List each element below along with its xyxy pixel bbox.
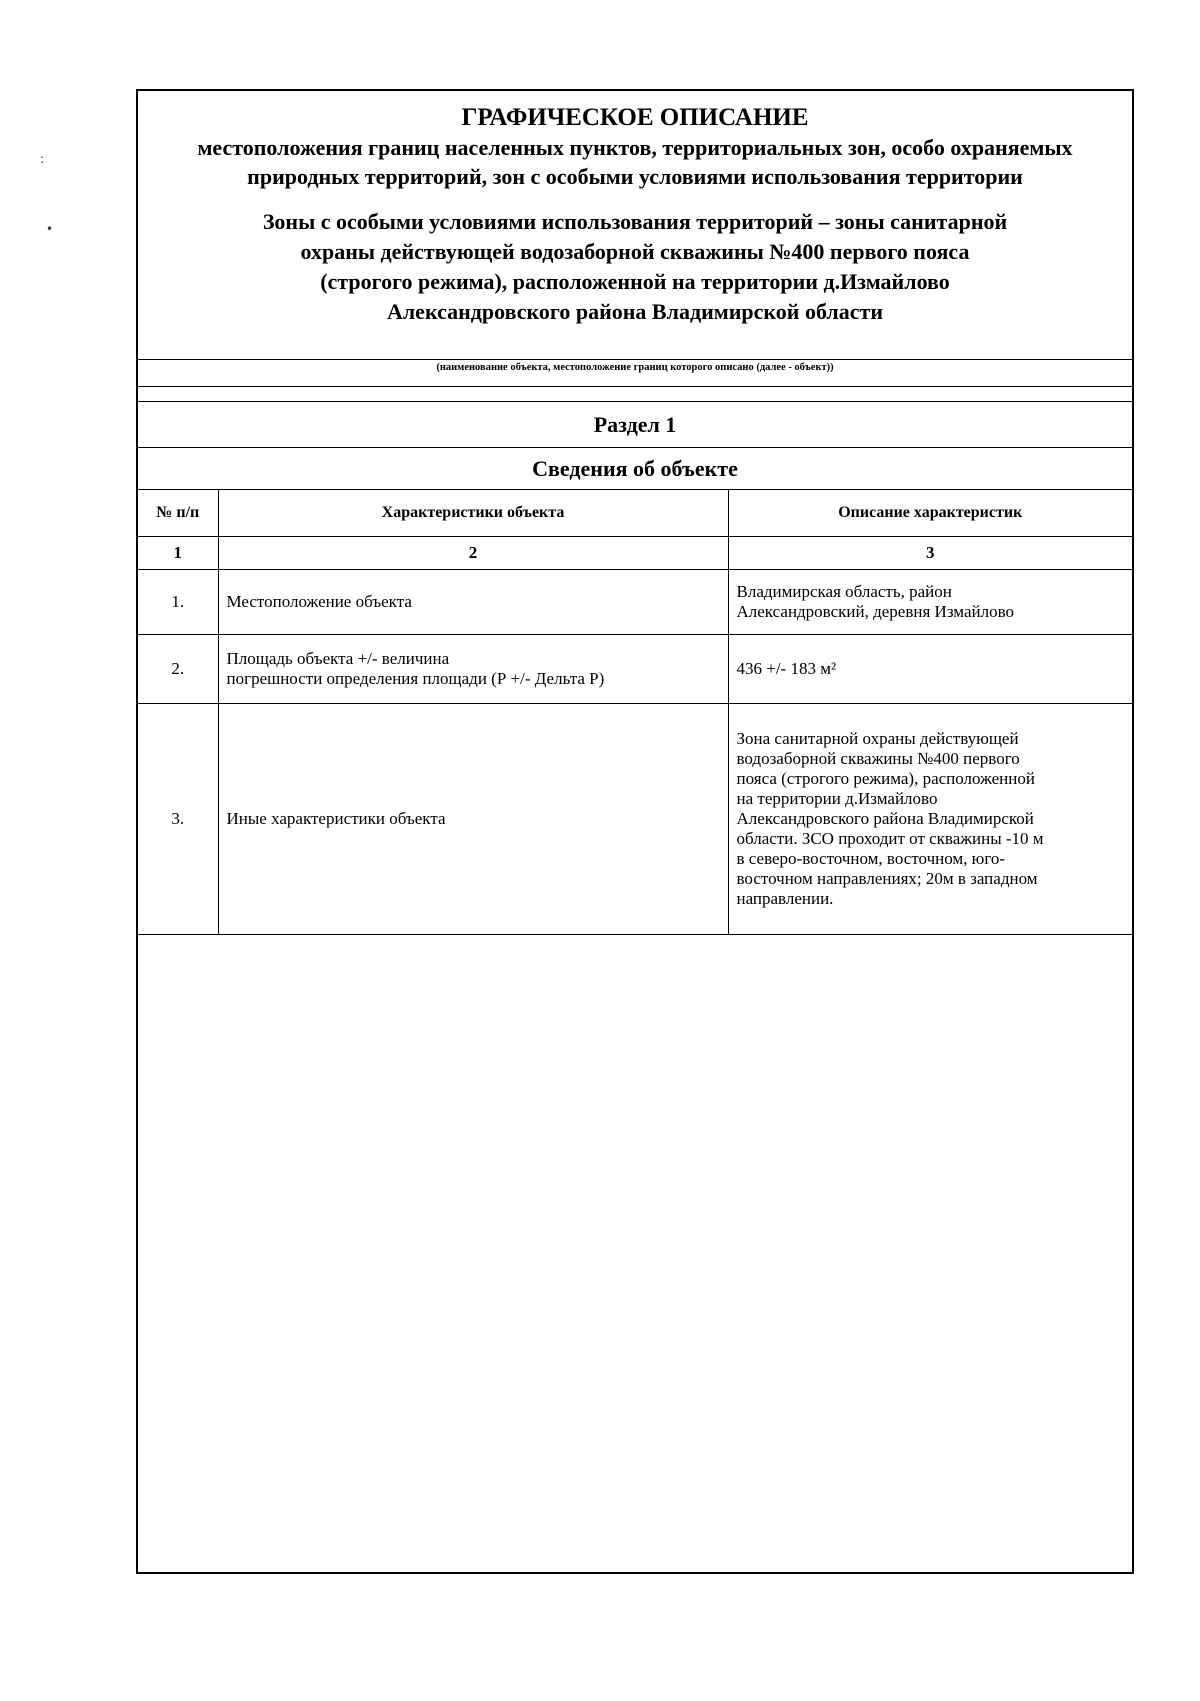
- text-line: восточном направлениях; 20м в западном: [736, 869, 1038, 888]
- text-line: Александровского района Владимирской: [736, 809, 1034, 828]
- text-line: направлении.: [736, 889, 834, 908]
- table-row: [138, 635, 1132, 704]
- row-description: [728, 704, 1132, 935]
- document-subtitle: местоположения границ населенных пунктов, территориальных зон, особо охраняемых природных территорий, зон с особыми условиями использования территории: [197, 135, 1073, 189]
- row-number: 2.: [138, 635, 218, 704]
- text-line: пояса (строгого режима), расположенной: [736, 769, 1035, 788]
- column-number: 1: [138, 537, 218, 570]
- text-line: на территории д.Измайлово: [736, 789, 938, 808]
- object-name-line: Александровского района Владимирской области: [386, 299, 884, 324]
- object-name-line: охраны действующей водозаборной скважины №400 первого пояса: [300, 239, 970, 264]
- column-number: 2: [218, 537, 728, 570]
- table-header-row: [138, 490, 1132, 537]
- header-characteristic: Характеристики объекта: [218, 490, 728, 537]
- row-description: [728, 570, 1132, 635]
- object-name: [158, 207, 1112, 327]
- document-header: [138, 91, 1132, 359]
- row-number: 1.: [138, 570, 218, 635]
- section-subtitle: Сведения об объекте: [138, 447, 1132, 489]
- row-description: [728, 635, 1132, 704]
- text-line: 436 +/- 183 м²: [736, 659, 837, 678]
- text-line: Площадь объекта +/- величина: [226, 649, 450, 668]
- document-title: ГРАФИЧЕСКОЕ ОПИСАНИЕ: [461, 104, 809, 131]
- object-name-line: (строгого режима), расположенной на территории д.Измайлово: [320, 269, 950, 294]
- text-line: Зона санитарной охраны действующей: [736, 729, 1019, 748]
- margin-mark: :: [40, 152, 45, 166]
- row-number: 3.: [138, 704, 218, 935]
- text-line: Местоположение объекта: [226, 592, 412, 611]
- row-characteristic: [218, 635, 728, 704]
- text-line: погрешности определения площади (Р +/- Дельта Р): [226, 669, 605, 688]
- object-info-table: [138, 489, 1132, 935]
- spacer-row: [138, 387, 1132, 401]
- column-number-row: [138, 537, 1132, 570]
- text-line: Владимирская область, район: [736, 582, 952, 601]
- header-description: Описание характеристик: [728, 490, 1132, 537]
- text-line: водозаборной скважины №400 первого: [736, 749, 1020, 768]
- column-number: 3: [728, 537, 1132, 570]
- text-line: в северо-восточном, восточном, юго-: [736, 849, 1006, 868]
- row-characteristic: [218, 704, 728, 935]
- margin-mark: •: [46, 222, 54, 236]
- table-row: [138, 570, 1132, 635]
- header-num: № п/п: [138, 490, 218, 537]
- document-frame: [136, 89, 1134, 1574]
- text-line: Александровский, деревня Измайлово: [736, 602, 1014, 621]
- object-caption: (наименование объекта, местоположение границ которого описано (далее - объект)): [138, 359, 1132, 387]
- object-name-line: Зоны с особыми условиями использования территорий – зоны санитарной: [262, 209, 1008, 234]
- table-row: [138, 704, 1132, 935]
- row-characteristic: [218, 570, 728, 635]
- section-title: Раздел 1: [138, 401, 1132, 447]
- text-line: Иные характеристики объекта: [226, 809, 446, 828]
- text-line: области. ЗСО проходит от скважины -10 м: [736, 829, 1044, 848]
